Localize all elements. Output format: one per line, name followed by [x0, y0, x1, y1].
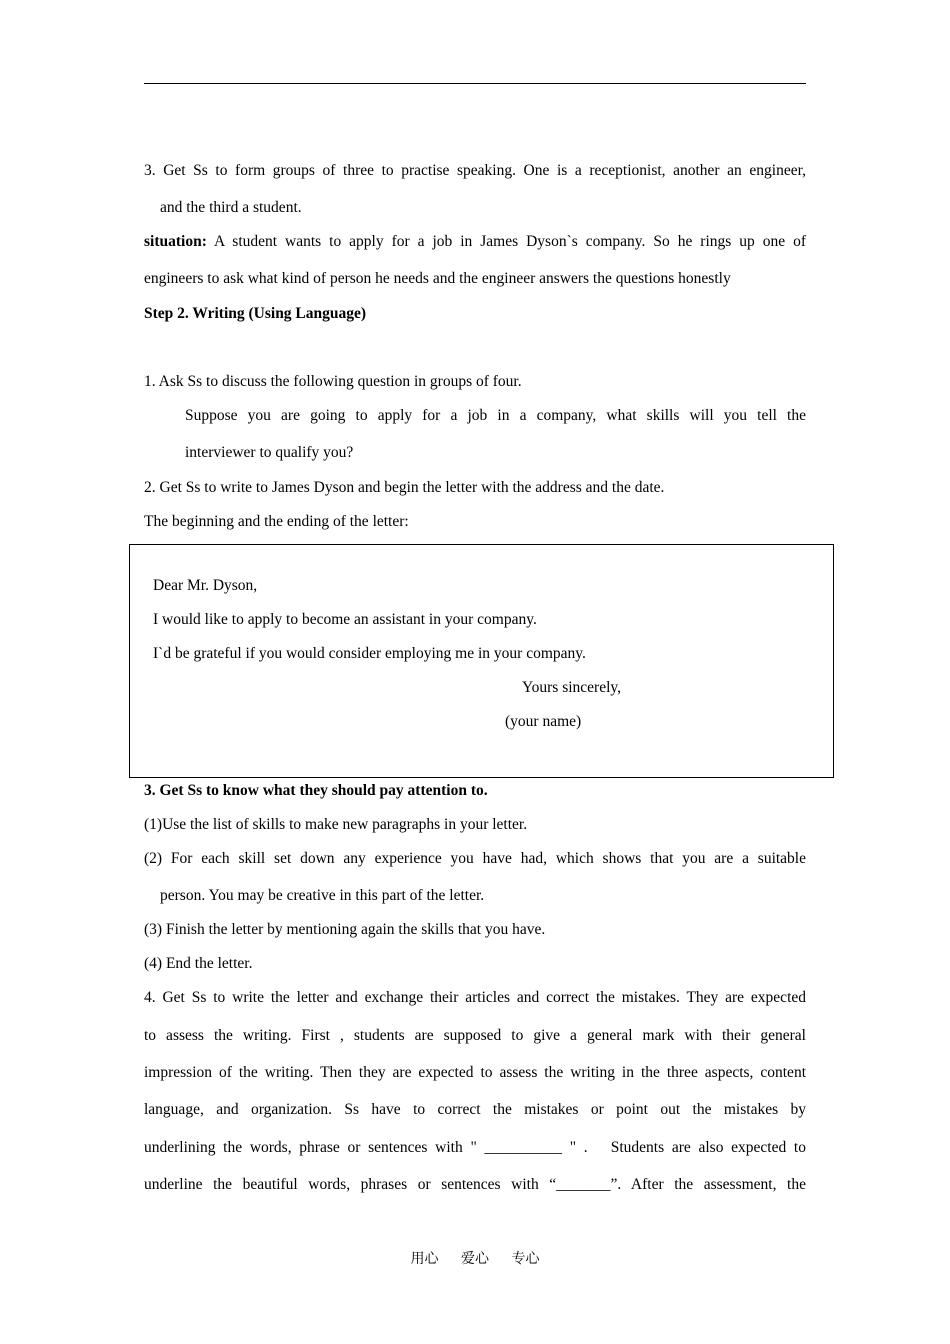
letter-template-box	[129, 544, 834, 778]
paragraph-groups: 3. Get Ss to form groups of three to practise speaking. One is a receptionist, another an engineer,	[144, 162, 806, 179]
footer-word: 用心	[410, 1251, 439, 1267]
letter-salutation: Dear Mr. Dyson,	[153, 577, 258, 594]
letter-signature: (your name)	[505, 713, 582, 730]
point-3: (3) Finish the letter by mentioning again the skills that you have.	[144, 921, 546, 938]
situation-text: A student wants to apply for a job in James Dyson`s company. So he rings up one of	[213, 233, 806, 250]
step2-heading	[144, 304, 806, 324]
question-line-1: Suppose you are going to apply for a job in a company, what skills will you tell the	[185, 407, 806, 424]
item-3-heading-text: 3. Get Ss to know what they should pay attention to.	[144, 782, 488, 799]
item-3-heading	[144, 781, 806, 801]
item-4-line: 4. Get Ss to write the letter and exchange their articles and correct the mistakes. They are expected	[144, 989, 806, 1006]
item-4-line: impression of the writing. Then they are expected to assess the writing in the three aspects, content	[144, 1064, 806, 1081]
letter-intro: The beginning and the ending of the letter:	[144, 513, 409, 530]
footer-word: 爱心	[461, 1251, 489, 1267]
point-2-cont: person. You may be creative in this part of the letter.	[160, 887, 485, 904]
footer-word: 专心	[511, 1251, 540, 1267]
letter-line-1: I would like to apply to become an assistant in your company.	[153, 611, 537, 628]
page-footer	[0, 1248, 950, 1268]
item-4-line: underline the beautiful words, phrases or sentences with “_______”. After the assessment, the	[144, 1176, 806, 1193]
item-4-line: language, and organization. Ss have to correct the mistakes or point out the mistakes by	[144, 1101, 806, 1118]
item-4-line: underlining the words, phrase or sentences with " __________ " . Students are also expected to	[144, 1139, 806, 1156]
item-4-line: to assess the writing. First , students are supposed to give a general mark with their general	[144, 1027, 806, 1044]
point-4: (4) End the letter.	[144, 955, 253, 972]
letter-line-2: I`d be grateful if you would consider employing me in your company.	[153, 645, 586, 662]
step2-heading-text: Step 2. Writing (Using Language)	[144, 305, 367, 322]
situation-cont: engineers to ask what kind of person he needs and the engineer answers the questions honestly	[144, 270, 731, 287]
point-2: (2) For each skill set down any experience you have had, which shows that you are a suitable	[144, 850, 806, 867]
situation-label: situation:	[144, 233, 207, 250]
situation-paragraph	[144, 232, 806, 252]
header-rule	[144, 83, 806, 84]
item-1: 1. Ask Ss to discuss the following question in groups of four.	[144, 373, 522, 390]
question-line-2: interviewer to qualify you?	[185, 444, 354, 461]
point-1: (1)Use the list of skills to make new paragraphs in your letter.	[144, 816, 528, 833]
paragraph-groups-cont: and the third a student.	[160, 199, 302, 216]
item-2: 2. Get Ss to write to James Dyson and begin the letter with the address and the date.	[144, 479, 665, 496]
letter-closing: Yours sincerely,	[522, 679, 622, 696]
